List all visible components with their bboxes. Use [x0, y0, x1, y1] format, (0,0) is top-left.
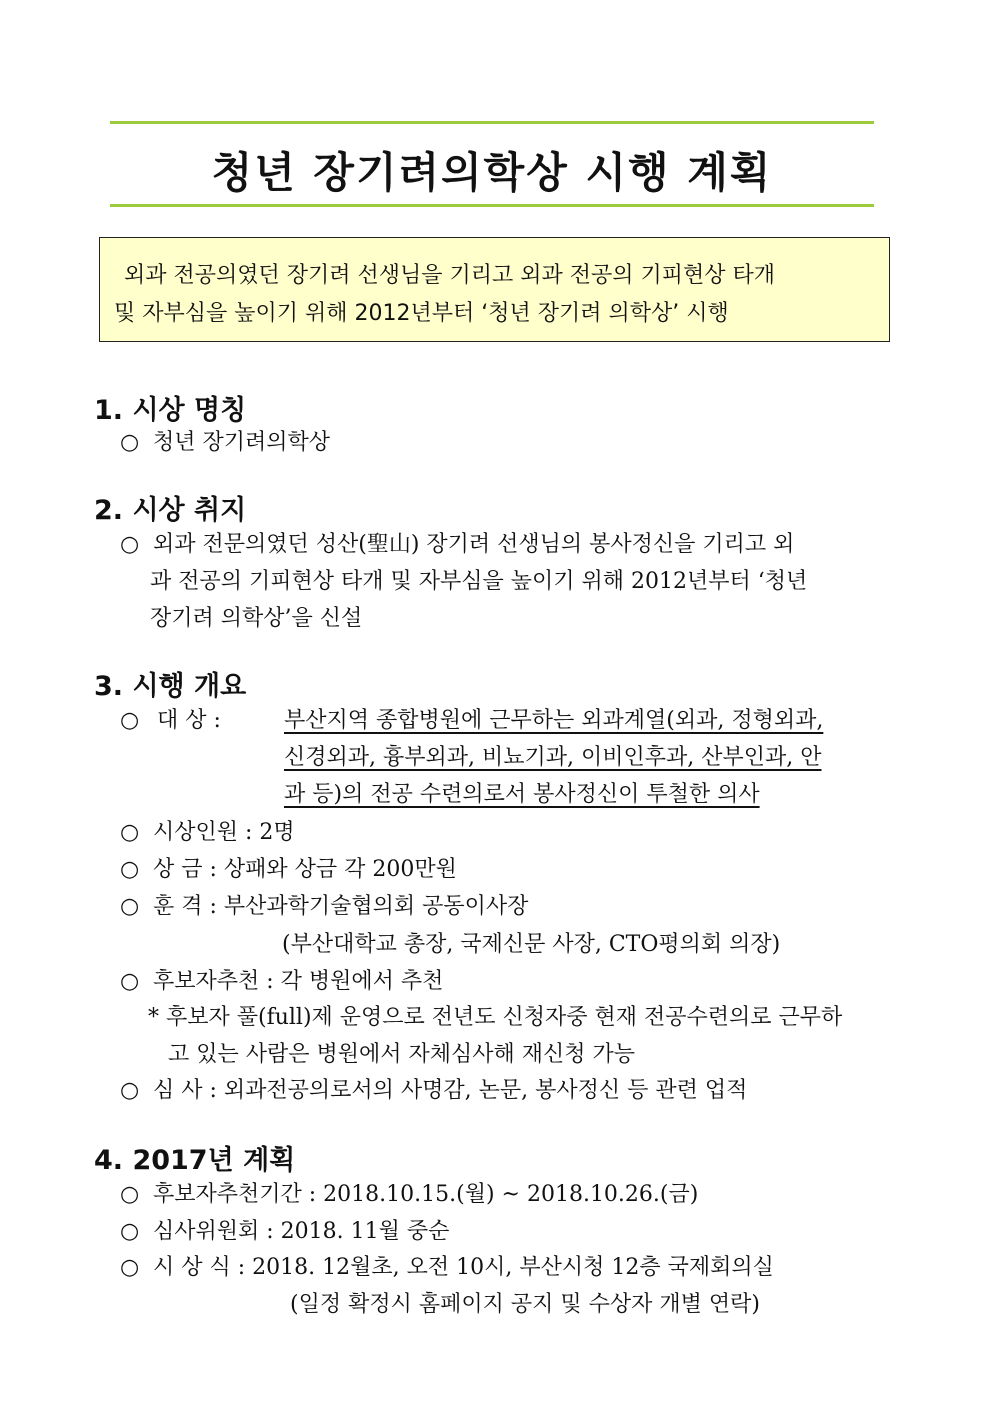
- s3-target-line-3: 과 등)의 전공 수련의로서 봉사정신이 투철한 의사: [284, 782, 760, 807]
- bullet-icon: ○: [120, 430, 140, 455]
- bullet-icon: ○: [120, 820, 140, 845]
- s3-prize: 상 금 : 상패와 상금 각 200만원: [153, 857, 457, 882]
- s3-award-authority-sub: (부산대학교 총장, 국제신문 사장, CTO평의회 의장): [282, 932, 781, 957]
- s3-award-count: 시상인원 : 2명: [153, 820, 295, 845]
- bullet-icon: ○: [120, 894, 140, 919]
- s1-award-name: 청년 장기려의학상: [153, 430, 331, 455]
- bullet-icon: ○: [120, 1219, 140, 1244]
- bullet-icon: ○: [120, 1255, 140, 1280]
- bullet-icon: ○: [120, 857, 140, 882]
- s4-ceremony-sub: (일정 확정시 홈페이지 공지 및 수상자 개별 연락): [290, 1292, 760, 1317]
- s3-target-label: 대 상 :: [157, 708, 221, 733]
- page-title: 청년 장기려의학상 시행 계획: [211, 148, 773, 197]
- bullet-icon: ○: [120, 969, 140, 994]
- bullet-icon: ○: [120, 708, 140, 733]
- s4-ceremony: 시 상 식 : 2018. 12월초, 오전 10시, 부산시청 12층 국제회의실: [153, 1255, 774, 1280]
- s3-note-line-2: 고 있는 사람은 병원에서 자체심사해 재신청 가능: [168, 1042, 636, 1067]
- summary-line-1: 외과 전공의였던 장기려 선생님을 기리고 외과 전공의 기피현상 타개: [124, 263, 776, 288]
- s3-note-line-1: * 후보자 풀(full)제 운영으로 전년도 신청자중 현재 전공수련의로 근무하: [148, 1005, 843, 1030]
- summary-line-2: 및 자부심을 높이기 위해 2012년부터 ‘청년 장기려 의학상’ 시행: [114, 301, 729, 326]
- title-bottom-rule: [110, 204, 874, 207]
- section-3-heading: 3. 시행 개요: [94, 671, 247, 702]
- s3-target-line-2: 신경외과, 흉부외과, 비뇨기과, 이비인후과, 산부인과, 안: [284, 745, 822, 770]
- s3-target-line-1: 부산지역 종합병원에 근무하는 외과계열(외과, 정형외과,: [284, 708, 824, 733]
- section-2-heading: 2. 시상 취지: [94, 495, 247, 526]
- summary-box: [99, 237, 890, 342]
- s3-recommendation: 후보자추천 : 각 병원에서 추천: [153, 969, 444, 994]
- section-1-heading: 1. 시상 명칭: [94, 395, 247, 426]
- section-4-heading: 4. 2017년 계획: [94, 1145, 296, 1176]
- s3-award-authority: 훈 격 : 부산과학기술협의회 공동이사장: [153, 894, 529, 919]
- bullet-icon: ○: [120, 1182, 140, 1207]
- bullet-icon: ○: [120, 1078, 140, 1103]
- s4-committee: 심사위원회 : 2018. 11월 중순: [153, 1219, 450, 1244]
- s2-purpose-line-1: 외과 전문의였던 성산(聖山) 장기려 선생님의 봉사정신을 기리고 외: [153, 532, 795, 557]
- bullet-icon: ○: [120, 532, 140, 557]
- s3-review: 심 사 : 외과전공의로서의 사명감, 논문, 봉사정신 등 관련 업적: [153, 1078, 748, 1103]
- title-top-rule: [110, 121, 874, 124]
- s2-purpose-line-3: 장기려 의학상’을 신설: [150, 606, 363, 631]
- s2-purpose-line-2: 과 전공의 기피현상 타개 및 자부심을 높이기 위해 2012년부터 ‘청년: [150, 569, 808, 594]
- s4-recommend-period: 후보자추천기간 : 2018.10.15.(월) ~ 2018.10.26.(금): [153, 1182, 699, 1207]
